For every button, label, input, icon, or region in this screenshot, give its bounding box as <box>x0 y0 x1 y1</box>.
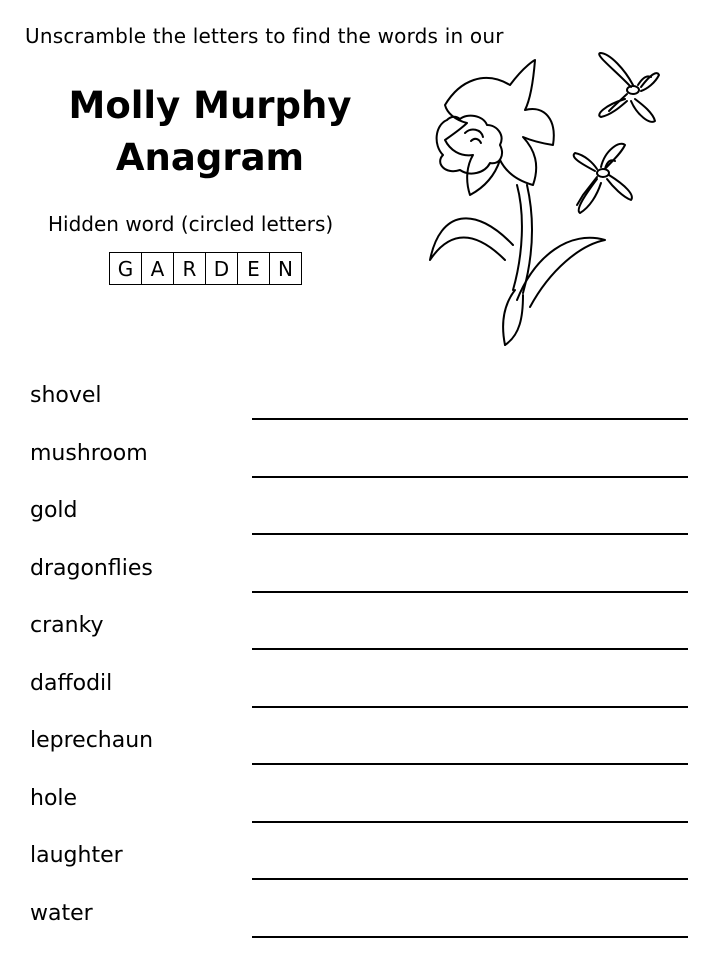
illustration <box>405 45 695 350</box>
word-label: hole <box>30 785 78 811</box>
hidden-word-boxes <box>110 252 302 285</box>
letter-box: E <box>237 252 270 285</box>
word-row <box>30 838 690 896</box>
instructions-text: Unscramble the letters to find the words in our <box>25 24 504 48</box>
answer-line[interactable] <box>252 591 688 593</box>
dragonfly-icon <box>574 144 632 213</box>
page-title <box>40 80 380 184</box>
answer-line[interactable] <box>252 533 688 535</box>
answer-line[interactable] <box>252 648 688 650</box>
word-row <box>30 378 690 436</box>
word-row <box>30 723 690 781</box>
word-row <box>30 493 690 551</box>
word-label: mushroom <box>30 440 148 466</box>
title-line-1: Molly Murphy <box>68 84 352 127</box>
word-row <box>30 436 690 494</box>
word-label: shovel <box>30 383 102 408</box>
answer-line[interactable] <box>252 821 688 823</box>
word-row <box>30 666 690 724</box>
word-list <box>30 378 690 953</box>
word-label: leprechaun <box>30 728 154 753</box>
word-row <box>30 551 690 609</box>
answer-line[interactable] <box>252 763 688 765</box>
word-row <box>30 781 690 839</box>
word-label: laughter <box>30 843 123 868</box>
letter-box: N <box>269 252 302 285</box>
answer-line[interactable] <box>252 476 688 478</box>
word-row <box>30 896 690 954</box>
title-line-2: Anagram <box>115 136 305 179</box>
word-label: daffodil <box>30 670 113 696</box>
answer-line[interactable] <box>252 418 688 420</box>
word-label: dragonflies <box>30 555 153 581</box>
word-label: cranky <box>30 613 104 638</box>
word-row <box>30 608 690 666</box>
letter-box: D <box>205 252 238 285</box>
answer-line[interactable] <box>252 878 688 880</box>
letter-box: G <box>109 252 142 285</box>
word-label: water <box>30 900 93 926</box>
hidden-word-label: Hidden word (circled letters) <box>48 212 334 236</box>
letter-box: A <box>141 252 174 285</box>
answer-line[interactable] <box>252 706 688 708</box>
letter-box: R <box>173 252 206 285</box>
answer-line[interactable] <box>252 936 688 938</box>
word-label: gold <box>30 498 78 523</box>
dragonfly-icon <box>599 53 659 122</box>
